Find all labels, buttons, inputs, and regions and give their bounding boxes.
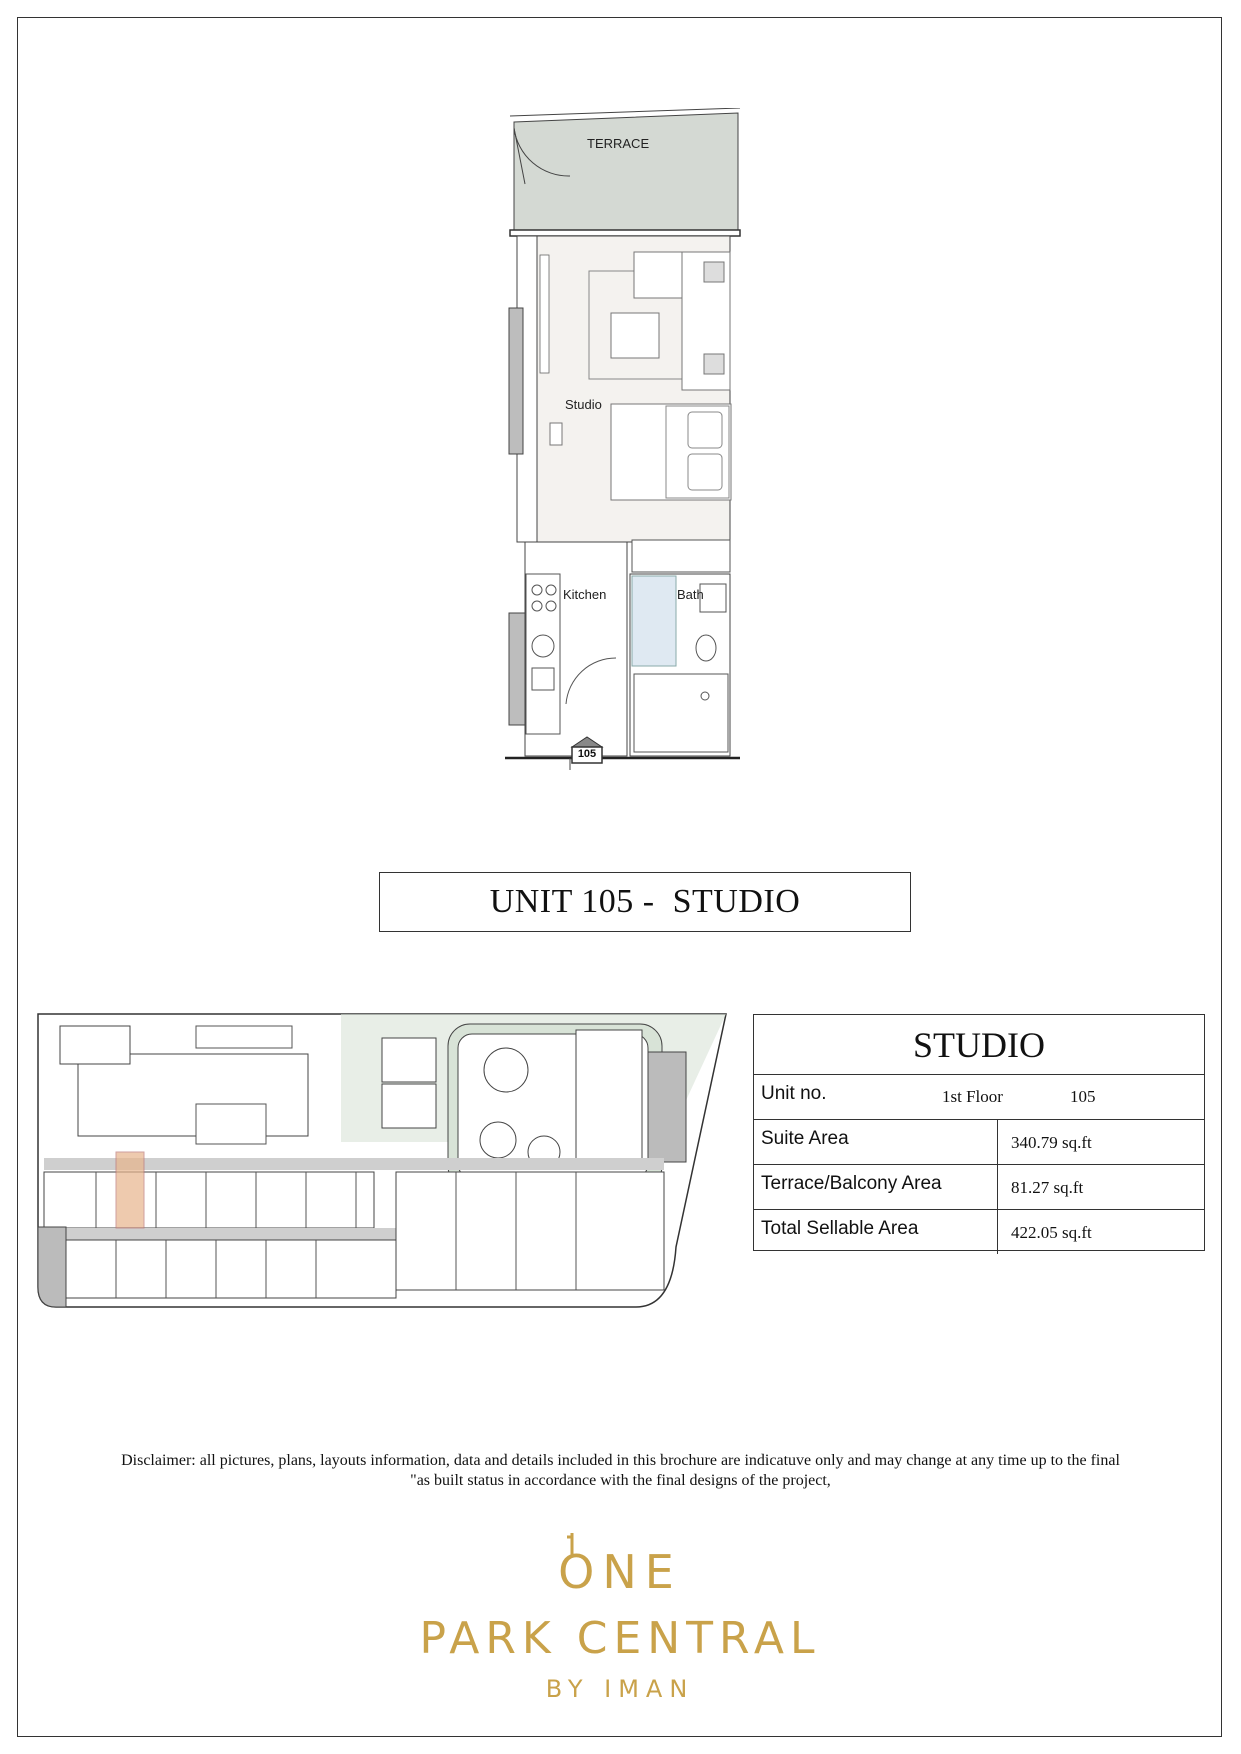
terrace-label: TERRACE: [587, 136, 650, 151]
area-row: [754, 1210, 1204, 1254]
bath-label: Bath: [677, 587, 704, 602]
area-row-label: Suite Area: [761, 1128, 849, 1149]
logo-line-1: ONE: [558, 1545, 682, 1599]
area-row: [754, 1165, 1204, 1210]
unit-tag: [568, 735, 606, 765]
unit-number-row: [754, 1075, 1204, 1120]
area-row: [754, 1120, 1204, 1165]
area-row-label: Terrace/Balcony Area: [761, 1173, 942, 1194]
unit-title: UNIT 105 - STUDIO: [379, 872, 911, 932]
brand-logo: [360, 1525, 880, 1705]
disclaimer-line-1: Disclaimer: all pictures, plans, layouts information, data and details included in this brochure are indicatuve only and may change at any time up to the final: [121, 1452, 1120, 1469]
key-plan: [36, 1012, 728, 1312]
unit-tag-number: 105: [577, 748, 597, 760]
logo-line-3: BY IMAN: [545, 1675, 695, 1703]
logo-key-icon: [562, 1533, 582, 1557]
unit-number-label: Unit no.: [761, 1083, 827, 1104]
area-row-value: 340.79 sq.ft: [1011, 1133, 1092, 1152]
area-row-value: 422.05 sq.ft: [1011, 1223, 1092, 1242]
area-row-value: 81.27 sq.ft: [1011, 1178, 1084, 1197]
disclaimer-line-2: "as built status in accordance with the final designs of the project,: [410, 1472, 831, 1489]
area-row-label: Total Sellable Area: [761, 1218, 919, 1239]
logo-line-2: PARK CENTRAL: [419, 1613, 821, 1664]
disclaimer: [60, 1451, 1181, 1491]
unit-floor-plan: [500, 108, 745, 770]
kitchen-label: Kitchen: [563, 587, 607, 602]
area-table: [753, 1014, 1205, 1251]
unit-number-value: 105: [1070, 1087, 1096, 1106]
studio-label: Studio: [565, 397, 602, 412]
floor-value: 1st Floor: [942, 1087, 1003, 1106]
floor-plan-drawing: [500, 108, 745, 770]
key-plan-drawing: [36, 1012, 728, 1312]
area-table-header: STUDIO: [754, 1015, 1204, 1075]
